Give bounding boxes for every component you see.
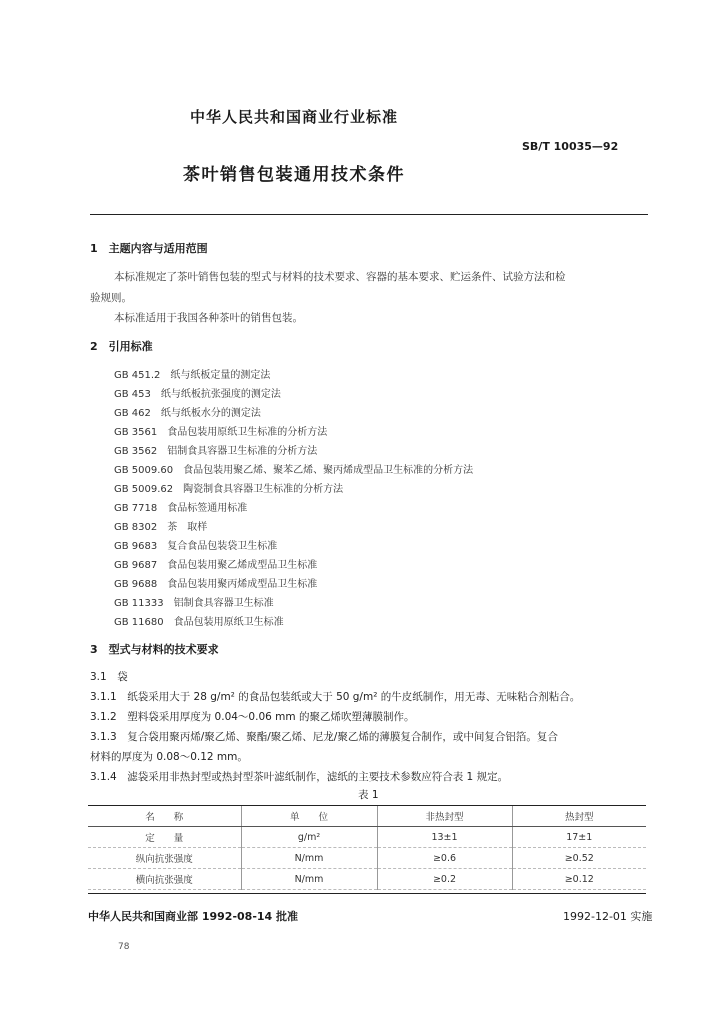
table-bottom-rule (88, 893, 646, 894)
reference-item: GB 8302 茶 取样 (114, 522, 208, 533)
section-3-heading: 3 型式与材料的技术要求 (90, 643, 219, 656)
reference-item: GB 11333 铝制食具容器卫生标准 (114, 598, 274, 609)
section-1-para1-line1: 本标准规定了茶叶销售包装的型式与材料的技术要求、容器的基本要求、贮运条件、试验方法和检 (114, 271, 566, 283)
clause-3-1-4: 3.1.4 滤袋采用非热封型或热封型茶叶滤纸制作，滤纸的主要技术参数应符合表 1 规定。 (90, 771, 509, 783)
subsection-3-1: 3.1 袋 (90, 671, 128, 683)
table-cell: 定 量 (88, 827, 241, 848)
table-row (88, 848, 646, 869)
table-cell: N/mm (241, 869, 377, 890)
table-header-cell: 名 称 (88, 806, 241, 827)
section-2-heading: 2 引用标准 (90, 340, 153, 353)
table-header-cell: 非热封型 (377, 806, 512, 827)
reference-item: GB 462 纸与纸板水分的测定法 (114, 408, 261, 419)
table-cell: ≥0.52 (512, 848, 646, 869)
table-cell: 17±1 (512, 827, 646, 848)
reference-item: GB 9687 食品包装用聚乙烯成型品卫生标准 (114, 560, 318, 571)
specification-table (88, 806, 646, 890)
clause-3-1-1: 3.1.1 纸袋采用大于 28 g/m² 的食品包装纸或大于 50 g/m² 的牛皮纸制作，用无毒、无味粘合剂粘合。 (90, 691, 581, 703)
reference-item: GB 9688 食品包装用聚丙烯成型品卫生标准 (114, 579, 318, 590)
table-header-row (88, 806, 646, 827)
reference-item: GB 5009.62 陶瓷制食具容器卫生标准的分析方法 (114, 484, 344, 495)
table-cell: 13±1 (377, 827, 512, 848)
header-rule (90, 214, 648, 215)
reference-item: GB 3561 食品包装用原纸卫生标准的分析方法 (114, 427, 328, 438)
reference-item: GB 453 纸与纸板抗张强度的测定法 (114, 389, 281, 400)
issuing-organization: 中华人民共和国商业行业标准 (190, 108, 399, 126)
section-1-para1-line2: 验规则。 (90, 292, 132, 304)
section-1-para2: 本标准适用于我国各种茶叶的销售包装。 (114, 312, 303, 324)
table-header-cell: 热封型 (512, 806, 646, 827)
reference-item: GB 9683 复合食品包装袋卫生标准 (114, 541, 278, 552)
reference-item: GB 5009.60 食品包装用聚乙烯、聚苯乙烯、聚丙烯成型品卫生标准的分析方法 (114, 465, 474, 476)
clause-3-1-2: 3.1.2 塑料袋采用厚度为 0.04～0.06 mm 的聚乙烯吹塑薄膜制作。 (90, 711, 415, 723)
table-caption: 表 1 (358, 789, 379, 801)
table-cell: N/mm (241, 848, 377, 869)
table-row (88, 869, 646, 890)
clause-3-1-3-line2: 材料的厚度为 0.08～0.12 mm。 (90, 751, 248, 763)
section-1-heading: 1 主题内容与适用范围 (90, 242, 208, 255)
standard-code: SB/T 10035—92 (522, 140, 619, 153)
table-cell: 纵向抗张强度 (88, 848, 241, 869)
reference-item: GB 11680 食品包装用原纸卫生标准 (114, 617, 284, 628)
effective-date-line: 1992-12-01 实施 (563, 910, 653, 923)
table-cell: ≥0.6 (377, 848, 512, 869)
table-header-cell: 单 位 (241, 806, 377, 827)
page-number: 78 (118, 942, 130, 952)
reference-item: GB 3562 铝制食具容器卫生标准的分析方法 (114, 446, 318, 457)
table-cell: g/m² (241, 827, 377, 848)
table-cell: 横向抗张强度 (88, 869, 241, 890)
reference-item: GB 7718 食品标签通用标准 (114, 503, 248, 514)
table-row (88, 827, 646, 848)
reference-item: GB 451.2 纸与纸板定量的测定法 (114, 370, 271, 381)
document-title: 茶叶销售包装通用技术条件 (183, 165, 405, 185)
approval-line: 中华人民共和国商业部 1992-08-14 批准 (88, 910, 299, 923)
table-cell: ≥0.2 (377, 869, 512, 890)
clause-3-1-3-line1: 3.1.3 复合袋用聚丙烯/聚乙烯、聚酯/聚乙烯、尼龙/聚乙烯的薄膜复合制作，或中间复合铝箔。复合 (90, 731, 558, 743)
table-cell: ≥0.12 (512, 869, 646, 890)
